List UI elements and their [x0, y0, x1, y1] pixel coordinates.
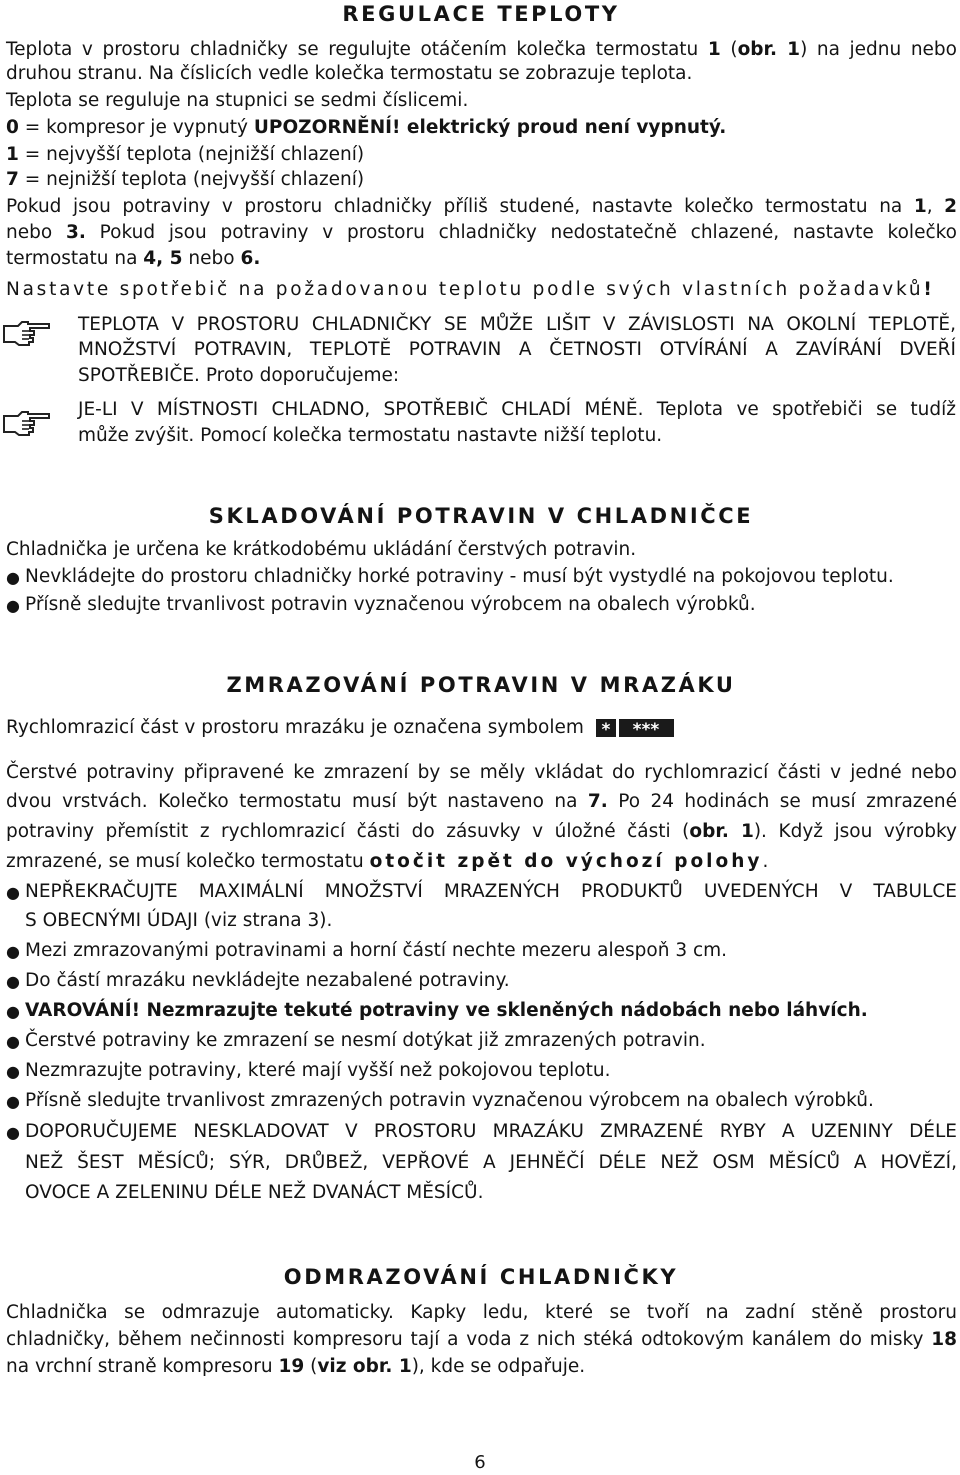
paragraph-line: Teplota v prostoru chladničky se regulujte otáčením kolečka termostatu 1 (obr. 1) na jednu nebo	[6, 39, 957, 60]
paragraph-line: Pokud jsou potraviny v prostoru chladničky příliš studené, nastavte kolečko termostatu na 1, 2	[6, 196, 957, 217]
list-item: Nezmrazujte potraviny, které mají vyšší než pokojovou teplotu.	[25, 1060, 611, 1081]
bullet-icon: ●	[6, 942, 20, 961]
bullet-icon: ●	[6, 1032, 20, 1051]
paragraph-line: Chladnička se odmrazuje automaticky. Kapky ledu, které se tvoří na zadní stěně prostoru	[6, 1302, 957, 1323]
svg-text:*: *	[601, 720, 611, 738]
spaced-instruction-line: Nastavte spotřebič na požadovanou teplotu podle svých vlastních požadavků!	[6, 279, 935, 300]
svg-text:***: ***	[632, 720, 660, 738]
paragraph-line: dvou vrstvách. Kolečko termostatu musí být nastaveno na 7. Po 24 hodinách se musí zmrazené	[6, 791, 957, 812]
list-item: Přísně sledujte trvanlivost potravin vyznačenou výrobcem na obalech výrobků.	[25, 594, 756, 615]
pointing-hand-icon	[2, 318, 52, 348]
list-item: Přísně sledujte trvanlivost zmrazených potravin vyznačenou výrobcem na obalech výrobků.	[25, 1090, 874, 1111]
paragraph-line: termostatu na 4, 5 nebo 6.	[6, 248, 261, 269]
section-title-odmrazovani: ODMRAZOVÁNÍ CHLADNIČKY	[283, 1265, 679, 1289]
list-item: Do částí mrazáku nevkládejte nezabalené potraviny.	[25, 970, 510, 991]
bullet-icon: ●	[6, 1002, 20, 1021]
setting-line-1: 1 = nejvyšší teplota (nejnižší chlazení)	[6, 144, 365, 165]
paragraph-line: nebo 3. Pokud jsou potraviny v prostoru chladničky nedostatečně chlazené, nastavte kolečko	[6, 222, 957, 243]
bullet-icon: ●	[6, 1123, 20, 1142]
bullet-icon: ●	[6, 1092, 20, 1111]
paragraph-line: druhou stranu. Na číslicích vedle kolečka termostatu se zobrazuje teplota.	[6, 63, 693, 84]
warning-note-line: může zvýšit. Pomocí kolečka termostatu nastavte nižší teplotu.	[78, 425, 663, 446]
list-item: NEPŘEKRAČUJTE MAXIMÁLNÍ MNOŽSTVÍ MRAZENÝCH PRODUKTŮ UVEDENÝCH V TABULCE	[25, 881, 957, 902]
section-title-skladovani: SKLADOVÁNÍ POTRAVIN V CHLADNIČCE	[208, 504, 754, 528]
bullet-icon: ●	[6, 1062, 20, 1081]
paragraph-line: Chladnička je určena ke krátkodobému ukládání čerstvých potravin.	[6, 539, 637, 560]
warning-note-line: TEPLOTA V PROSTORU CHLADNIČKY SE MŮŽE LIŠIT V ZÁVISLOSTI NA OKOLNÍ TEPLOTĚ,	[78, 314, 956, 335]
list-item-continuation: NEŽ ŠEST MĚSÍCŮ; SÝR, DRŮBEŽ, VEPŘOVÉ A JEHNĚČÍ DÉLE NEŽ OSM MĚSÍCŮ A HOVĚZÍ,	[25, 1152, 957, 1173]
list-item: Nevkládejte do prostoru chladničky horké potraviny - musí být vystydlé na pokojovou teplotu.	[25, 566, 894, 587]
paragraph-line: zmrazené, se musí kolečko termostatu otočit zpět do výchozí polohy.	[6, 851, 769, 872]
page-number: 6	[474, 1452, 486, 1473]
bullet-icon: ●	[6, 596, 20, 615]
bullet-icon: ●	[6, 972, 20, 991]
paragraph-line: potraviny přemístit z rychlomrazicí části do zásuvky v úložné části (obr. 1). Když jsou výrobky	[6, 821, 957, 842]
section-title-regulace-teploty: REGULACE TEPLOTY	[342, 2, 620, 26]
paragraph-line: Čerstvé potraviny připravené ke zmrazení by se měly vkládat do rychlomrazicí části v jedné nebo	[6, 762, 957, 783]
pointing-hand-icon	[2, 408, 52, 438]
list-item-warning: VAROVÁNÍ! Nezmrazujte tekuté potraviny ve skleněných nádobách nebo láhvích.	[25, 1000, 868, 1021]
list-item: Čerstvé potraviny ke zmrazení se nesmí dotýkat již zmrazených potravin.	[25, 1030, 706, 1051]
paragraph-line: na vrchní straně kompresoru 19 (viz obr. 1), kde se odpařuje.	[6, 1356, 586, 1377]
list-item-continuation: S OBECNÝMI ÚDAJI (viz strana 3).	[25, 910, 333, 931]
list-item: Mezi zmrazovanými potravinami a horní částí nechte mezeru alespoň 3 cm.	[25, 940, 728, 961]
freezer-star-symbol-icon	[596, 718, 674, 738]
paragraph-line: Rychlomrazicí část v prostoru mrazáku je označena symbolem * ***	[6, 716, 674, 740]
list-item: DOPORUČUJEME NESKLADOVAT V PROSTORU MRAZÁKU ZMRAZENÉ RYBY A UZENINY DÉLE	[25, 1121, 957, 1142]
setting-line-7: 7 = nejnižší teplota (nejvyšší chlazení)	[6, 169, 365, 190]
section-title-zmrazovani: ZMRAZOVÁNÍ POTRAVIN V MRAZÁKU	[226, 673, 736, 697]
warning-note-line: MNOŽSTVÍ POTRAVIN, TEPLOTĚ POTRAVIN A ČETNOSTI OTVÍRÁNÍ A ZAVÍRÁNÍ DVEŘÍ	[78, 339, 956, 360]
warning-note-line: JE-LI V MÍSTNOSTI CHLADNO, SPOTŘEBIČ CHLADÍ MÉNĚ. Teplota ve spotřebiči se tudíž	[78, 399, 956, 420]
bullet-icon: ●	[6, 883, 20, 902]
bullet-icon: ●	[6, 568, 20, 587]
paragraph-line: chladničky, během nečinnosti kompresoru tají a voda z nich stéká odtokovým kanálem do misky 18	[6, 1329, 957, 1350]
setting-line-0: 0 = kompresor je vypnutý UPOZORNĚNÍ! elektrický proud není vypnutý.	[6, 117, 727, 138]
list-item-continuation: OVOCE A ZELENINU DÉLE NEŽ DVANÁCT MĚSÍCŮ.	[25, 1182, 484, 1203]
paragraph-line: Teplota se reguluje na stupnici se sedmi číslicemi.	[6, 90, 469, 111]
warning-note-line: SPOTŘEBIČE. Proto doporučujeme:	[78, 365, 400, 386]
